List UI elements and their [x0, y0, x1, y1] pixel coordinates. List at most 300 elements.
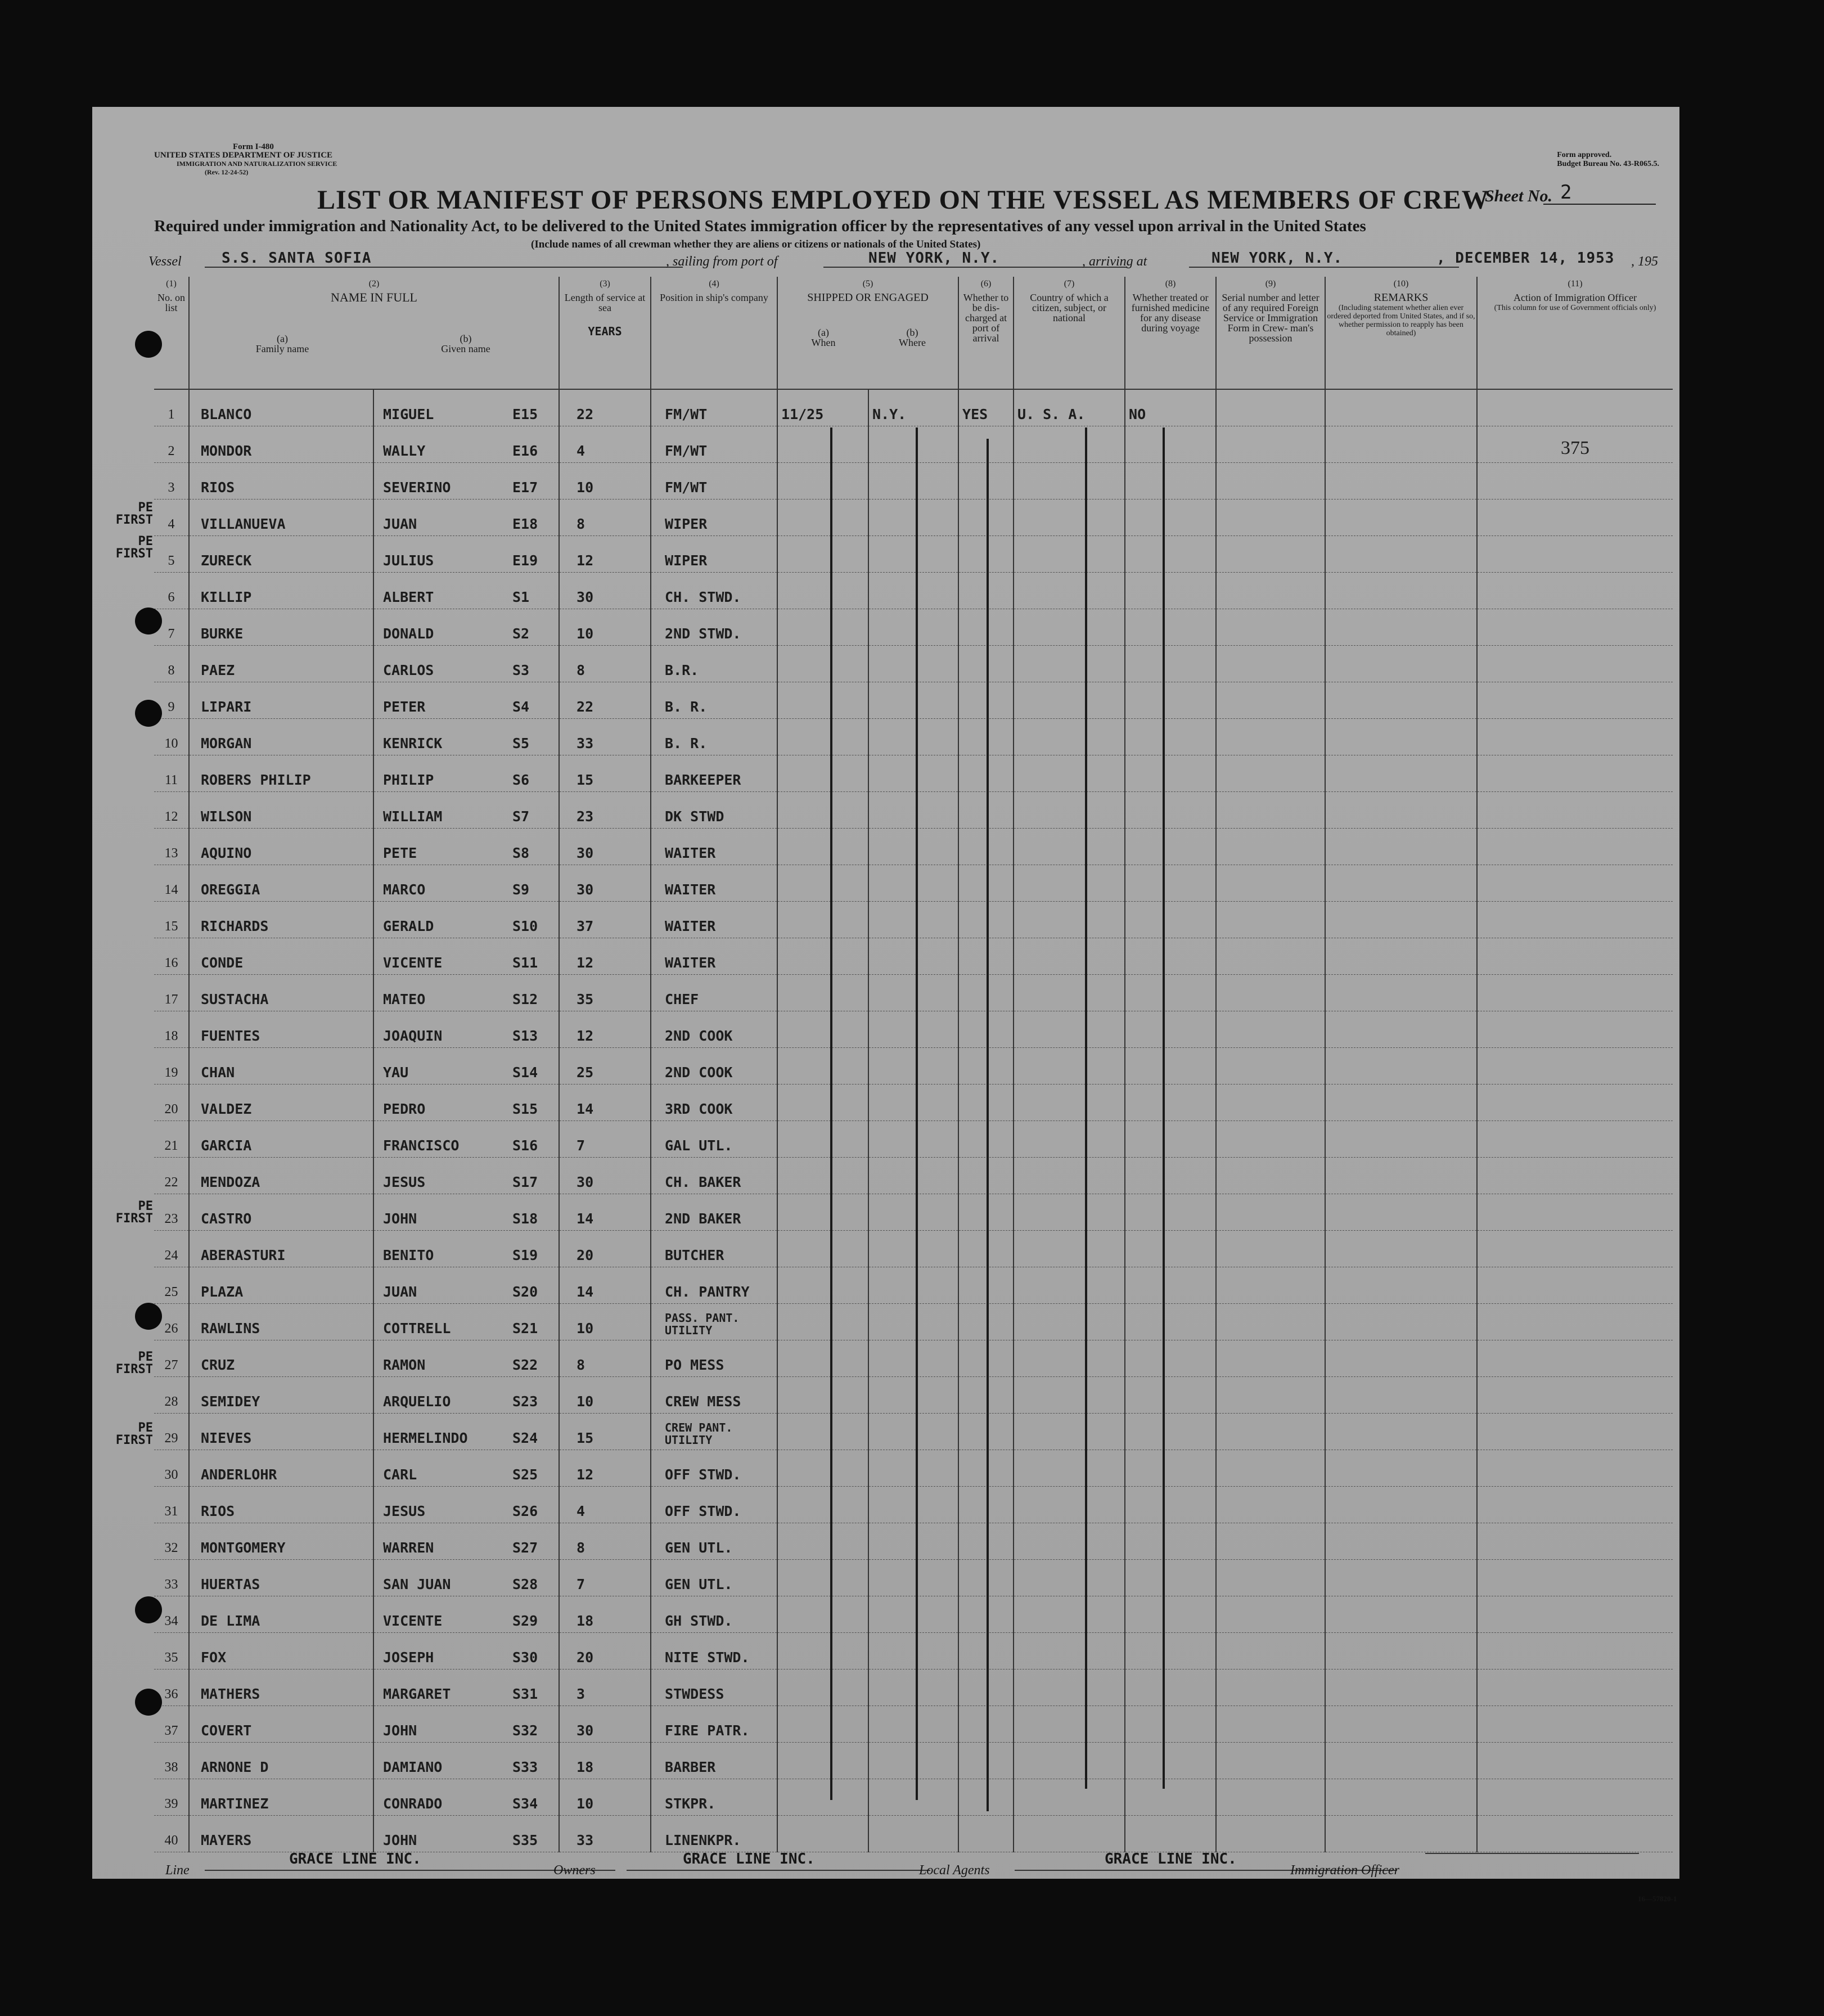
crew-list-no: 15	[154, 902, 189, 938]
crew-shipped-where	[868, 682, 958, 719]
crew-list-no: 10	[154, 719, 189, 755]
crew-remarks	[1325, 1523, 1477, 1560]
crew-shipped-where	[868, 1340, 958, 1377]
crew-shipped-where	[868, 500, 958, 536]
crew-family-name: ANDERLOHR	[189, 1450, 373, 1487]
crew-position: FM/WT	[651, 463, 777, 500]
crew-immigration-action	[1477, 1084, 1673, 1121]
crew-medicine	[1125, 1121, 1216, 1158]
subtitle: Required under immigration and Nationality Act, to be delivered to the United States immigration officer by the representatives of any vessel upon arrival in the United States	[154, 217, 1366, 235]
crew-family-name: OREGGIA	[189, 865, 373, 902]
table-row	[154, 1779, 1673, 1816]
crew-years: 8	[559, 646, 651, 682]
col-serial-number: (9) Serial number and letter of any required Foreign Service or Immigration Form in Crew- man's possession	[1216, 277, 1325, 389]
form-header	[154, 143, 337, 177]
table-row	[154, 1560, 1673, 1596]
crew-position: FM/WT	[651, 426, 777, 463]
crew-code: S26	[512, 1503, 538, 1519]
crew-serial	[1216, 500, 1325, 536]
crew-country	[1014, 1560, 1125, 1596]
col-position: (4) Position in ship's company	[651, 277, 777, 389]
crew-position: B. R.	[651, 682, 777, 719]
table-row	[154, 1267, 1673, 1304]
crew-code: S22	[512, 1357, 538, 1373]
crew-given-name	[373, 389, 559, 426]
crew-given-name	[373, 1267, 559, 1304]
crew-medicine	[1125, 829, 1216, 865]
footer-owners: GRACE LINE INC.	[627, 1851, 930, 1871]
margin-mark-5: PE FIRST	[115, 534, 153, 561]
crew-family-name: ABERASTURI	[189, 1231, 373, 1267]
crew-remarks	[1325, 1450, 1477, 1487]
crew-given-name-text: JUAN	[383, 1284, 417, 1300]
crew-rows	[154, 389, 1673, 1852]
crew-list-no: 7	[154, 609, 189, 646]
crew-years: 4	[559, 426, 651, 463]
crew-given-name-text: VICENTE	[383, 955, 443, 971]
crew-serial	[1216, 719, 1325, 755]
arrival-date: , DECEMBER 14, 1953	[1436, 250, 1615, 267]
crew-family-name: MONTGOMERY	[189, 1523, 373, 1560]
crew-position: PASS. PANT. UTILITY	[651, 1304, 777, 1340]
crew-remarks	[1325, 1377, 1477, 1414]
table-row	[154, 1414, 1673, 1450]
budget-number: Budget Bureau No. 43-R065.5.	[1557, 160, 1659, 168]
crew-table	[154, 277, 1673, 1852]
crew-shipped-where	[868, 1084, 958, 1121]
crew-given-name-text: WALLY	[383, 443, 426, 459]
crew-remarks	[1325, 389, 1477, 426]
crew-country	[1014, 1816, 1125, 1852]
crew-shipped-when	[777, 1340, 868, 1377]
crew-code: S21	[512, 1320, 538, 1336]
crew-medicine: NO	[1125, 389, 1216, 426]
table-row	[154, 1084, 1673, 1121]
crew-serial	[1216, 1523, 1325, 1560]
crew-given-name-text: YAU	[383, 1064, 409, 1081]
crew-code: S35	[512, 1832, 538, 1848]
crew-shipped-where	[868, 426, 958, 463]
crew-remarks	[1325, 1560, 1477, 1596]
crew-given-name-text: JOAQUIN	[383, 1028, 443, 1044]
footer-owners-label: Owners	[553, 1863, 596, 1878]
table-row	[154, 975, 1673, 1011]
crew-family-name: LIPARI	[189, 682, 373, 719]
crew-immigration-action	[1477, 1450, 1673, 1487]
col-name: (2) NAME IN FULL (a) Family name (b) Given name	[189, 277, 559, 389]
ditto-line-when	[830, 428, 832, 1800]
crew-position: LINENKPR.	[651, 1816, 777, 1852]
crew-given-name	[373, 1633, 559, 1670]
crew-country	[1014, 1194, 1125, 1231]
crew-years: 33	[559, 1816, 651, 1852]
crew-serial	[1216, 1084, 1325, 1121]
crew-position: CREW MESS	[651, 1377, 777, 1414]
crew-medicine	[1125, 682, 1216, 719]
crew-shipped-when	[777, 1523, 868, 1560]
crew-list-no: 13	[154, 829, 189, 865]
crew-position: 2ND STWD.	[651, 609, 777, 646]
crew-immigration-action	[1477, 1158, 1673, 1194]
crew-country	[1014, 426, 1125, 463]
crew-given-name-text: JOHN	[383, 1832, 417, 1848]
vessel-name: S.S. SANTA SOFIA	[205, 250, 683, 268]
crew-country	[1014, 1450, 1125, 1487]
crew-given-name-text: VICENTE	[383, 1613, 443, 1629]
crew-country	[1014, 938, 1125, 975]
crew-family-name: CRUZ	[189, 1340, 373, 1377]
table-row	[154, 1340, 1673, 1377]
crew-country	[1014, 1414, 1125, 1450]
footer-officer-label: Immigration Officer	[1290, 1863, 1399, 1878]
crew-years: 10	[559, 463, 651, 500]
crew-serial	[1216, 463, 1325, 500]
footer-agents-label: Local Agents	[919, 1863, 990, 1878]
crew-shipped-where	[868, 1194, 958, 1231]
crew-code: S33	[512, 1759, 538, 1775]
crew-list-no: 22	[154, 1158, 189, 1194]
crew-position: NITE STWD.	[651, 1633, 777, 1670]
crew-country	[1014, 1011, 1125, 1048]
crew-family-name: MORGAN	[189, 719, 373, 755]
crew-shipped-when	[777, 1304, 868, 1340]
crew-code: S17	[512, 1174, 538, 1190]
crew-given-name-text: DONALD	[383, 626, 434, 642]
crew-given-name	[373, 1450, 559, 1487]
crew-code: S10	[512, 918, 538, 934]
crew-list-no: 29	[154, 1414, 189, 1450]
crew-family-name: RAWLINS	[189, 1304, 373, 1340]
crew-serial	[1216, 1121, 1325, 1158]
subnote: (Include names of all crewman whether they are aliens or citizens or nationals of the United States)	[531, 238, 981, 250]
crew-country	[1014, 682, 1125, 719]
crew-years: 18	[559, 1743, 651, 1779]
punch-hole	[135, 608, 162, 634]
footer-line: GRACE LINE INC.	[205, 1851, 615, 1871]
crew-serial	[1216, 1414, 1325, 1450]
crew-shipped-where	[868, 1487, 958, 1523]
crew-shipped-where	[868, 755, 958, 792]
crew-shipped-when	[777, 573, 868, 609]
crew-country	[1014, 1743, 1125, 1779]
table-row	[154, 1596, 1673, 1633]
crew-list-no: 17	[154, 975, 189, 1011]
crew-shipped-when	[777, 1743, 868, 1779]
crew-shipped-where	[868, 646, 958, 682]
crew-given-name	[373, 1414, 559, 1450]
crew-shipped-when	[777, 646, 868, 682]
crew-given-name-text: JULIUS	[383, 552, 434, 569]
crew-discharged: YES	[958, 389, 1014, 426]
table-row	[154, 389, 1673, 426]
crew-list-no: 27	[154, 1340, 189, 1377]
footer-line-label: Line	[165, 1863, 190, 1878]
crew-given-name	[373, 573, 559, 609]
crew-code: S29	[512, 1613, 538, 1629]
crew-years: 15	[559, 755, 651, 792]
crew-medicine	[1125, 1048, 1216, 1084]
crew-remarks	[1325, 1706, 1477, 1743]
crew-given-name-text: JOHN	[383, 1722, 417, 1739]
crew-immigration-action	[1477, 975, 1673, 1011]
crew-family-name: AQUINO	[189, 829, 373, 865]
crew-given-name-text: SAN JUAN	[383, 1576, 451, 1592]
crew-list-no: 31	[154, 1487, 189, 1523]
crew-list-no: 8	[154, 646, 189, 682]
col-remarks: (10) REMARKS (Including statement whether alien ever ordered deported from United States, and if so, whether permission to reapply has been obtained)	[1325, 277, 1477, 389]
table-row	[154, 902, 1673, 938]
crew-shipped-where	[868, 865, 958, 902]
crew-remarks	[1325, 902, 1477, 938]
crew-medicine	[1125, 1523, 1216, 1560]
table-row	[154, 1743, 1673, 1779]
crew-medicine	[1125, 536, 1216, 573]
form-approval	[1557, 151, 1659, 169]
crew-medicine	[1125, 938, 1216, 975]
crew-position: WAITER	[651, 829, 777, 865]
crew-serial	[1216, 1048, 1325, 1084]
crew-given-name	[373, 1523, 559, 1560]
crew-family-name: GARCIA	[189, 1121, 373, 1158]
crew-shipped-where	[868, 573, 958, 609]
table-row	[154, 1377, 1673, 1414]
crew-code: S32	[512, 1722, 538, 1739]
crew-serial	[1216, 792, 1325, 829]
crew-position: WAITER	[651, 938, 777, 975]
crew-given-name-text: JESUS	[383, 1174, 426, 1190]
crew-given-name	[373, 975, 559, 1011]
crew-position: BARBER	[651, 1743, 777, 1779]
crew-country: U. S. A.	[1014, 389, 1125, 426]
crew-medicine	[1125, 902, 1216, 938]
crew-shipped-where	[868, 1304, 958, 1340]
crew-position: STWDESS	[651, 1670, 777, 1706]
crew-medicine	[1125, 1743, 1216, 1779]
crew-code: S9	[512, 881, 530, 898]
table-row	[154, 500, 1673, 536]
crew-years: 23	[559, 792, 651, 829]
crew-country	[1014, 975, 1125, 1011]
col-country: (7) Country of which a citizen, subject, or national	[1014, 277, 1125, 389]
crew-immigration-action: 375	[1477, 426, 1673, 463]
crew-code: S13	[512, 1028, 538, 1044]
crew-years: 30	[559, 829, 651, 865]
crew-given-name	[373, 1158, 559, 1194]
crew-serial	[1216, 646, 1325, 682]
crew-country	[1014, 1231, 1125, 1267]
crew-remarks	[1325, 938, 1477, 975]
crew-serial	[1216, 1011, 1325, 1048]
crew-shipped-where	[868, 1523, 958, 1560]
crew-list-no: 35	[154, 1633, 189, 1670]
crew-family-name: BURKE	[189, 609, 373, 646]
table-row	[154, 1523, 1673, 1560]
crew-years: 15	[559, 1414, 651, 1450]
crew-immigration-action	[1477, 865, 1673, 902]
crew-list-no: 11	[154, 755, 189, 792]
crew-medicine	[1125, 1267, 1216, 1304]
crew-position: GH STWD.	[651, 1596, 777, 1633]
crew-years: 7	[559, 1560, 651, 1596]
table-row	[154, 1048, 1673, 1084]
crew-given-name-text: PHILIP	[383, 772, 434, 788]
footer-officer	[1425, 1851, 1639, 1854]
crew-years: 30	[559, 1158, 651, 1194]
crew-immigration-action	[1477, 1340, 1673, 1377]
crew-shipped-when	[777, 755, 868, 792]
crew-shipped-when	[777, 1011, 868, 1048]
crew-list-no: 30	[154, 1450, 189, 1487]
crew-shipped-where	[868, 1706, 958, 1743]
form-service: IMMIGRATION AND NATURALIZATION SERVICE	[177, 160, 337, 168]
crew-shipped-where	[868, 1267, 958, 1304]
crew-code: S15	[512, 1101, 538, 1117]
crew-given-name-text: JUAN	[383, 516, 417, 532]
crew-position: CH. PANTRY	[651, 1267, 777, 1304]
crew-code: S24	[512, 1430, 538, 1446]
crew-position: STKPR.	[651, 1779, 777, 1816]
crew-years: 30	[559, 573, 651, 609]
crew-immigration-action	[1477, 500, 1673, 536]
crew-serial	[1216, 1158, 1325, 1194]
col-medicine: (8) Whether treated or furnished medicine for any disease during voyage	[1125, 277, 1216, 389]
col-shipped-engaged: (5) SHIPPED OR ENGAGED (a) When (b) Where	[777, 277, 958, 389]
col-discharged: (6) Whether to be dis- charged at port of arrival	[958, 277, 1014, 389]
footer-agents: GRACE LINE INC.	[1015, 1851, 1397, 1871]
crew-position: 2ND COOK	[651, 1048, 777, 1084]
crew-years: 12	[559, 1450, 651, 1487]
crew-immigration-action	[1477, 1011, 1673, 1048]
col-list-no: (1) No. on list	[154, 277, 189, 389]
crew-given-name	[373, 1194, 559, 1231]
crew-given-name	[373, 646, 559, 682]
crew-remarks	[1325, 500, 1477, 536]
crew-position: BARKEEPER	[651, 755, 777, 792]
crew-shipped-where	[868, 902, 958, 938]
crew-position: 2ND COOK	[651, 1011, 777, 1048]
crew-medicine	[1125, 1340, 1216, 1377]
crew-position: CH. STWD.	[651, 573, 777, 609]
crew-serial	[1216, 426, 1325, 463]
crew-shipped-when	[777, 1121, 868, 1158]
crew-family-name: MAYERS	[189, 1816, 373, 1852]
crew-position: PO MESS	[651, 1340, 777, 1377]
crew-shipped-where	[868, 1450, 958, 1487]
crew-given-name	[373, 719, 559, 755]
vessel-label: Vessel	[148, 254, 182, 269]
crew-list-no: 26	[154, 1304, 189, 1340]
crew-serial	[1216, 1267, 1325, 1304]
crew-immigration-action	[1477, 792, 1673, 829]
crew-code: S20	[512, 1284, 538, 1300]
crew-code: S27	[512, 1540, 538, 1556]
crew-shipped-when	[777, 1414, 868, 1450]
crew-shipped-when	[777, 1816, 868, 1852]
crew-shipped-when	[777, 975, 868, 1011]
crew-shipped-when	[777, 1487, 868, 1523]
crew-immigration-action	[1477, 1267, 1673, 1304]
crew-remarks	[1325, 1194, 1477, 1231]
crew-family-name: BLANCO	[189, 389, 373, 426]
crew-years: 33	[559, 719, 651, 755]
crew-family-name: RIOS	[189, 1487, 373, 1523]
table-row	[154, 1670, 1673, 1706]
crew-shipped-when	[777, 792, 868, 829]
crew-immigration-action	[1477, 1560, 1673, 1596]
crew-shipped-when	[777, 1706, 868, 1743]
crew-shipped-when	[777, 1670, 868, 1706]
crew-family-name: WILSON	[189, 792, 373, 829]
crew-country	[1014, 463, 1125, 500]
col-when: (a) When	[811, 327, 836, 348]
form-number: Form I-480	[233, 142, 274, 151]
crew-country	[1014, 646, 1125, 682]
crew-list-no: 2	[154, 426, 189, 463]
crew-immigration-action	[1477, 682, 1673, 719]
crew-code: S2	[512, 626, 530, 642]
crew-remarks	[1325, 573, 1477, 609]
crew-family-name: MENDOZA	[189, 1158, 373, 1194]
crew-remarks	[1325, 1816, 1477, 1852]
punch-hole	[135, 1596, 162, 1623]
crew-list-no: 1	[154, 389, 189, 426]
crew-country	[1014, 573, 1125, 609]
crew-code: S1	[512, 589, 530, 605]
crew-shipped-where	[868, 1158, 958, 1194]
crew-years: 14	[559, 1084, 651, 1121]
crew-discharged	[958, 1816, 1014, 1852]
table-row	[154, 865, 1673, 902]
crew-immigration-action	[1477, 938, 1673, 975]
crew-country	[1014, 902, 1125, 938]
crew-years: 12	[559, 938, 651, 975]
crew-serial	[1216, 938, 1325, 975]
crew-immigration-action	[1477, 646, 1673, 682]
crew-medicine	[1125, 500, 1216, 536]
crew-shipped-when	[777, 1377, 868, 1414]
table-row	[154, 426, 1673, 463]
crew-medicine	[1125, 1450, 1216, 1487]
crew-serial	[1216, 1670, 1325, 1706]
crew-years: 10	[559, 1304, 651, 1340]
crew-immigration-action	[1477, 609, 1673, 646]
crew-position: B.R.	[651, 646, 777, 682]
crew-remarks	[1325, 426, 1477, 463]
crew-given-name-text: MATEO	[383, 991, 426, 1007]
crew-given-name	[373, 902, 559, 938]
crew-shipped-when	[777, 536, 868, 573]
crew-list-no: 12	[154, 792, 189, 829]
crew-code: E17	[512, 479, 538, 496]
crew-given-name	[373, 865, 559, 902]
crew-medicine	[1125, 975, 1216, 1011]
crew-country	[1014, 1670, 1125, 1706]
crew-given-name-text: PETE	[383, 845, 417, 861]
crew-immigration-action	[1477, 1487, 1673, 1523]
sheet-label: Sheet No.	[1485, 187, 1552, 205]
table-row	[154, 719, 1673, 755]
crew-medicine	[1125, 1633, 1216, 1670]
arriving-label: , arriving at	[1082, 254, 1147, 269]
crew-shipped-when	[777, 1158, 868, 1194]
crew-list-no: 19	[154, 1048, 189, 1084]
crew-country	[1014, 719, 1125, 755]
crew-serial	[1216, 573, 1325, 609]
table-row	[154, 792, 1673, 829]
crew-code: S16	[512, 1137, 538, 1154]
crew-position: FIRE PATR.	[651, 1706, 777, 1743]
crew-list-no: 32	[154, 1523, 189, 1560]
